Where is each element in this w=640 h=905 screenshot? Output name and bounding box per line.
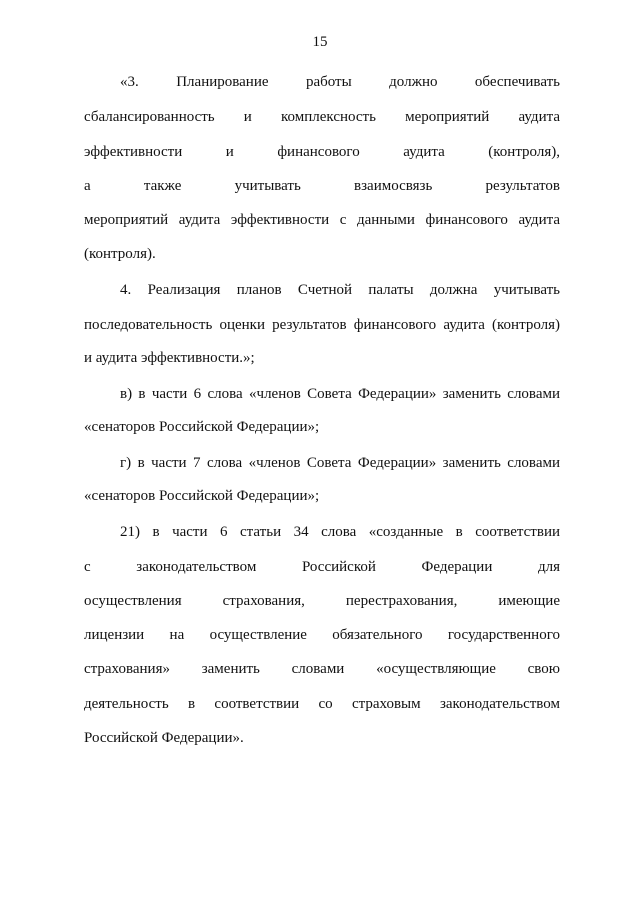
text-line-3: эффективности и финансового аудита (контроля), [84, 144, 560, 160]
text-line-17: лицензии на осуществление обязательного государственного [84, 627, 560, 643]
text-line-18: страхования» заменить словами «осуществляющие свою [84, 661, 560, 677]
text-line-16: осуществления страхования, перестрахования, имеющие [84, 593, 560, 609]
text-line-2: сбалансированность и комплексность мероприятий аудита [84, 109, 560, 125]
text-line-15: с законодательством Российской Федерации для [84, 559, 560, 575]
text-line-1: «3. Планирование работы должно обеспечивать [120, 74, 560, 90]
text-line-19: деятельность в соответствии со страховым законодательством [84, 696, 560, 712]
text-line-11: «сенаторов Российской Федерации»; [84, 419, 320, 435]
page-number: 15 [312, 34, 328, 50]
text-line-9: и аудита эффективности.»; [84, 350, 255, 366]
text-line-6: (контроля). [84, 246, 156, 262]
text-line-12: г) в части 7 слова «членов Совета Федерации» заменить словами [120, 455, 560, 471]
text-line-4: а также учитывать взаимосвязь результатов [84, 178, 560, 194]
text-line-13: «сенаторов Российской Федерации»; [84, 488, 320, 504]
text-line-7: 4. Реализация планов Счетной палаты должна учитывать [120, 282, 560, 298]
text-line-8: последовательность оценки результатов финансового аудита (контроля) [84, 317, 560, 333]
text-line-10: в) в части 6 слова «членов Совета Федерации» заменить словами [120, 386, 560, 402]
text-line-5: мероприятий аудита эффективности с данными финансового аудита [84, 212, 560, 228]
text-line-20: Российской Федерации». [84, 730, 244, 746]
text-line-14: 21) в части 6 статьи 34 слова «созданные в соответствии [120, 524, 560, 540]
